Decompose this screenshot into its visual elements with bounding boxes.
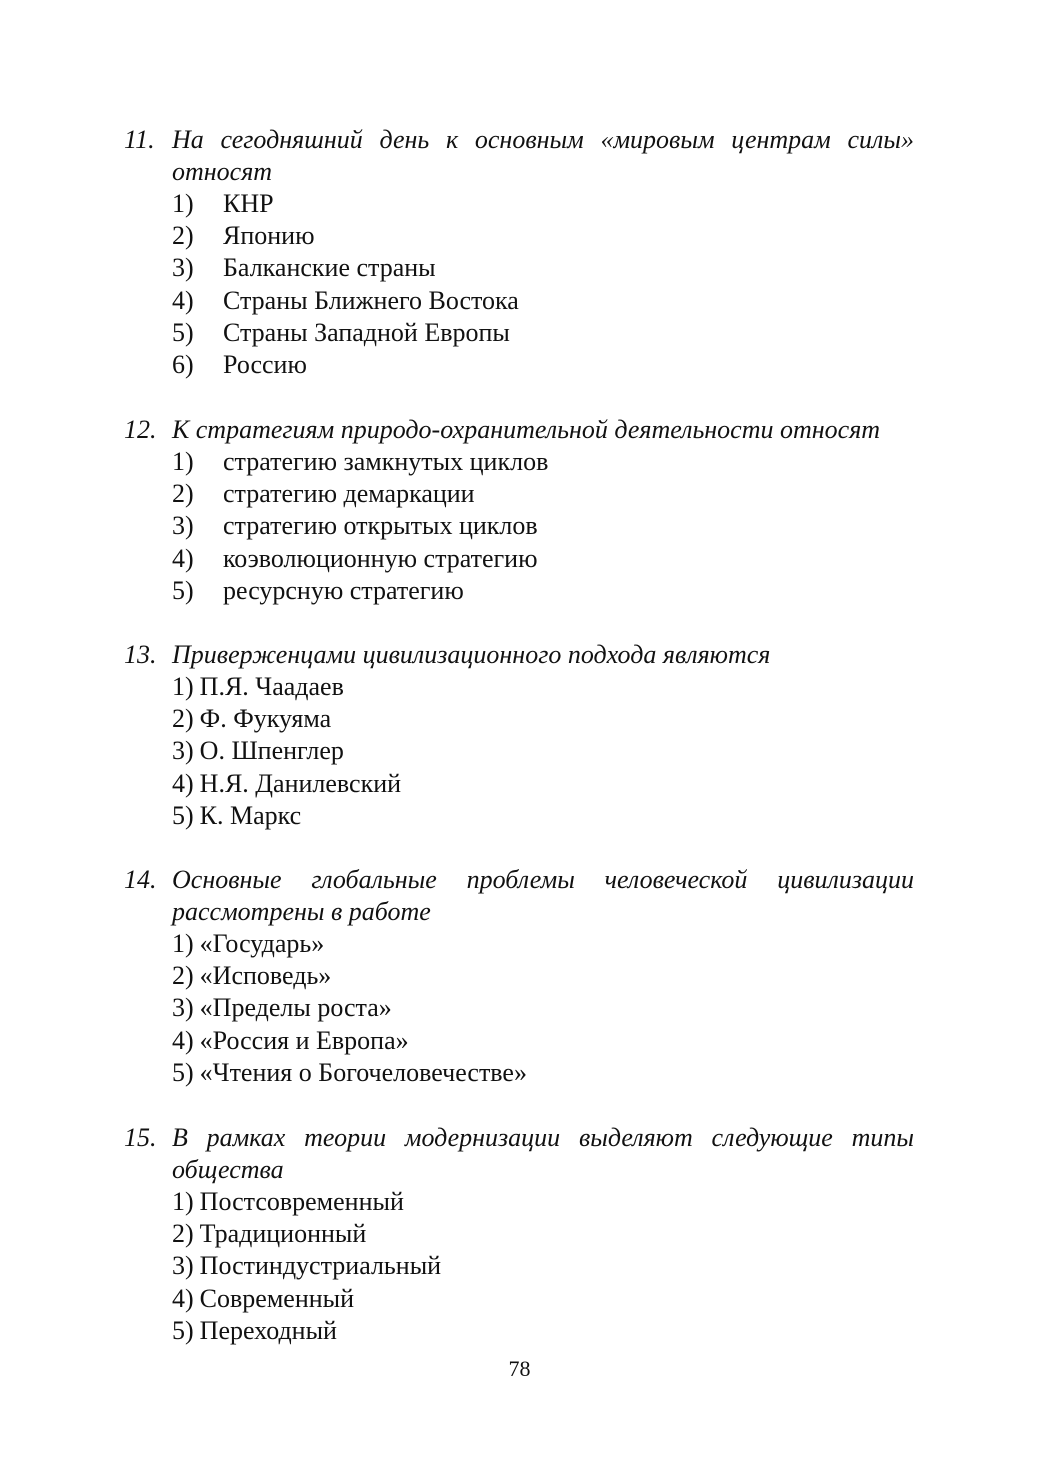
option-number: 2) [172,961,194,991]
option-number: 1) [172,447,194,476]
question-number: 13. [124,640,157,669]
answer-options [172,188,914,381]
option-text: П.Я. Чаадаев [199,672,344,701]
option-text: Традиционный [199,1219,367,1249]
option-text: Постсовременный [199,1187,404,1216]
question-number: 12. [124,415,157,444]
option-text: Переходный [199,1315,337,1345]
answer-option [172,960,914,992]
option-number: 2) [172,479,194,509]
question-text [172,1122,914,1186]
answer-options [172,446,914,607]
answer-option [172,1057,914,1089]
option-text: Современный [199,1283,355,1313]
option-number: 1) [172,672,194,701]
option-number: 3) [172,511,194,541]
option-text: ресурсную стратегию [223,575,464,605]
question-heading [124,414,914,446]
question-13 [124,639,914,832]
option-number: 3) [172,1251,194,1281]
question-heading [124,1122,914,1186]
answer-option [172,735,914,767]
answer-option [172,671,914,703]
option-text: Н.Я. Данилевский [199,768,402,798]
option-text: О. Шпенглер [199,736,344,766]
question-11 [124,124,914,381]
answer-option [172,285,914,317]
option-number: 5) [172,1315,194,1345]
option-text: Страны Западной Европы [223,317,510,347]
answer-option [172,1218,914,1250]
option-number: 3) [172,253,194,283]
option-text: стратегию замкнутых циклов [223,447,549,476]
option-number: 5) [172,575,194,605]
option-text: коэволюционную стратегию [223,543,538,573]
answer-option [172,446,914,478]
option-number: 1) [172,1187,194,1216]
option-number: 6) [172,350,194,380]
question-text [172,864,914,928]
question-12 [124,414,914,607]
option-text: «Чтения о Богочеловечестве» [199,1057,527,1087]
page-number: 78 [508,1356,531,1381]
question-15 [124,1122,914,1347]
answer-option [172,1283,914,1315]
option-text: КНР [223,189,274,218]
question-number: 15. [124,1123,157,1152]
answer-options [172,1186,914,1347]
question-text-line: относят [172,157,273,186]
answer-option [172,543,914,575]
question-14 [124,864,914,1089]
question-text-line: Основные глобальные проблемы человеческой цивилизации [172,865,914,894]
answer-option [172,349,914,381]
option-number: 1) [172,189,194,218]
question-number: 11. [124,125,155,154]
option-text: Постиндустриальный [199,1251,442,1281]
option-text: Японию [223,221,315,251]
option-text: К. Маркс [199,800,302,830]
option-number: 2) [172,1219,194,1249]
answer-option [172,510,914,542]
answer-option [172,252,914,284]
answer-options [172,928,914,1089]
answer-option [172,992,914,1024]
answer-option [172,478,914,510]
answer-option [172,703,914,735]
option-number: 5) [172,800,194,830]
answer-option [172,1186,914,1218]
option-text: «Пределы роста» [199,993,392,1023]
option-number: 1) [172,929,194,958]
answer-option [172,800,914,832]
question-number: 14. [124,865,157,894]
question-text-line: На сегодняшний день к основным «мировым центрам силы» [172,125,914,154]
option-text: Ф. Фукуяма [199,704,332,734]
question-heading [124,639,914,671]
option-text: «Россия и Европа» [199,1025,409,1055]
option-number: 4) [172,285,194,315]
option-number: 2) [172,221,194,251]
question-text-line: общества [172,1155,284,1184]
question-heading [124,124,914,188]
question-text: К стратегиям природо-охранительной деятельности относят [172,415,881,444]
answer-option [172,1025,914,1057]
answer-option [172,768,914,800]
answer-option [172,928,914,960]
answer-option [172,220,914,252]
option-number: 2) [172,704,194,734]
option-number: 5) [172,317,194,347]
question-text-line: В рамках теории модернизации выделяют следующие типы [172,1123,914,1152]
question-text: Приверженцами цивилизационного подхода являются [172,640,771,669]
option-text: «Государь» [199,929,325,958]
option-text: стратегию открытых циклов [223,511,538,541]
answer-option [172,1250,914,1282]
answer-option [172,575,914,607]
option-text: Россию [223,350,307,380]
option-number: 4) [172,768,194,798]
option-text: стратегию демаркации [223,479,475,509]
option-number: 5) [172,1057,194,1087]
option-text: «Исповедь» [199,961,332,991]
answer-options [172,671,914,832]
option-number: 3) [172,736,194,766]
question-text-line: рассмотрены в работе [172,897,431,926]
answer-option [172,1315,914,1347]
option-number: 4) [172,1283,194,1313]
question-heading [124,864,914,928]
option-number: 4) [172,1025,194,1055]
answer-option [172,317,914,349]
question-text [172,124,914,188]
answer-option [172,188,914,220]
option-text: Страны Ближнего Востока [223,285,519,315]
option-text: Балканские страны [223,253,436,283]
option-number: 4) [172,543,194,573]
option-number: 3) [172,993,194,1023]
